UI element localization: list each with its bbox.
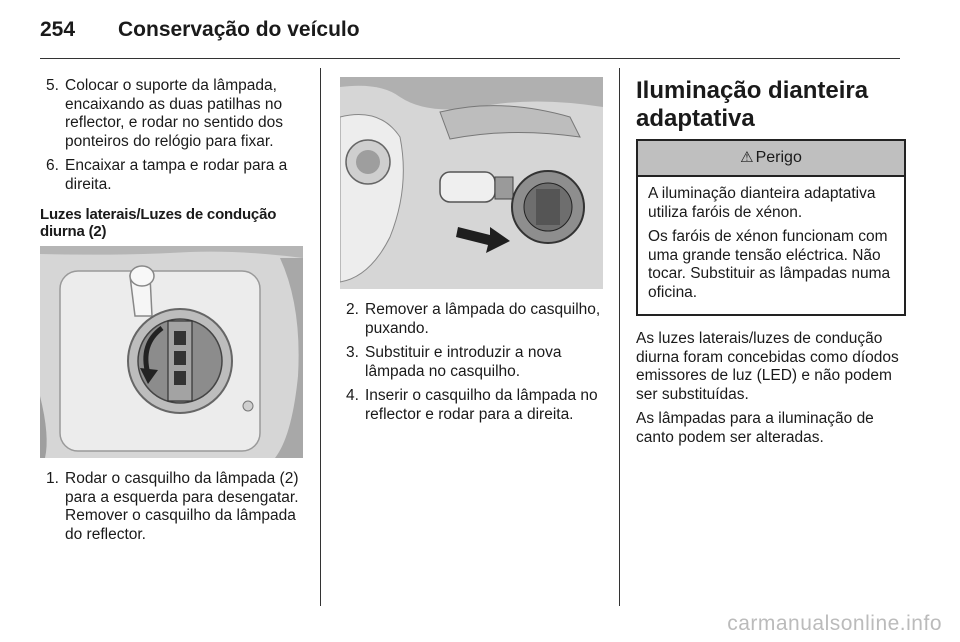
column-1 xyxy=(40,77,305,550)
warning-paragraph: Os faróis de xénon funcionam com uma grande tensão eléctrica. Não tocar. Substituir as lâmpadas numa oficina. xyxy=(648,228,891,301)
step-text: Rodar o casquilho da lâmpada (2) para a esquerda para desengatar. Remover o casquilho da lâmpada do reflector. xyxy=(65,470,299,543)
page-header xyxy=(40,18,920,48)
step-number: 2. xyxy=(346,301,359,318)
page-title: Conservação do veículo xyxy=(118,18,360,41)
list-item xyxy=(40,470,305,544)
list-item xyxy=(340,301,605,338)
step-number: 5. xyxy=(46,77,59,94)
column-divider xyxy=(320,68,321,606)
steps-list xyxy=(40,77,305,194)
list-item xyxy=(340,387,605,424)
body-paragraph: As lâmpadas para a iluminação de canto podem ser alteradas. xyxy=(636,410,874,446)
body-paragraph: As luzes laterais/luzes de condução diurna foram concebidas como díodos emissores de luz (LED) e não podem ser substituídas. xyxy=(636,330,899,403)
steps-list xyxy=(340,301,605,424)
section-title: Iluminação dianteira adaptativa xyxy=(636,77,869,132)
list-item xyxy=(340,344,605,381)
list-item xyxy=(40,77,305,151)
step-text: Encaixar a tampa e rodar para a direita. xyxy=(65,157,288,193)
warning-body xyxy=(638,177,904,314)
step-text: Colocar o suporte da lâmpada, encaixando as duas patilhas no reflector, e rodar no sentido dos ponteiros do relógio para fixar. xyxy=(65,77,283,150)
header-rule xyxy=(40,58,900,59)
watermark: carmanualsonline.info xyxy=(727,612,942,635)
step-number: 3. xyxy=(346,344,359,361)
bulb-removal-illustration xyxy=(340,77,603,289)
warning-heading: Perigo xyxy=(755,149,802,166)
step-number: 4. xyxy=(346,387,359,404)
steps-list xyxy=(40,470,305,544)
bulb-socket-illustration xyxy=(40,246,303,458)
column-2 xyxy=(340,77,605,430)
step-number: 1. xyxy=(46,470,59,487)
list-item xyxy=(40,157,305,194)
page-number: 254 xyxy=(40,18,76,41)
step-text: Substituir e introduzir a nova lâmpada no casquilho. xyxy=(365,344,562,380)
warning-paragraph: A iluminação dianteira adaptativa utiliza faróis de xénon. xyxy=(648,185,876,221)
warning-box xyxy=(636,139,906,316)
warning-triangle-icon: ⚠ xyxy=(740,149,754,166)
warning-header xyxy=(638,141,904,177)
column-3 xyxy=(636,77,906,453)
step-text: Inserir o casquilho da lâmpada no reflector e rodar para a direita. xyxy=(365,387,598,423)
section-subheading: Luzes laterais/Luzes de condução diurna (2) xyxy=(40,206,277,240)
step-text: Remover a lâmpada do casquilho, puxando. xyxy=(365,301,601,337)
column-divider xyxy=(619,68,620,606)
step-number: 6. xyxy=(46,157,59,174)
